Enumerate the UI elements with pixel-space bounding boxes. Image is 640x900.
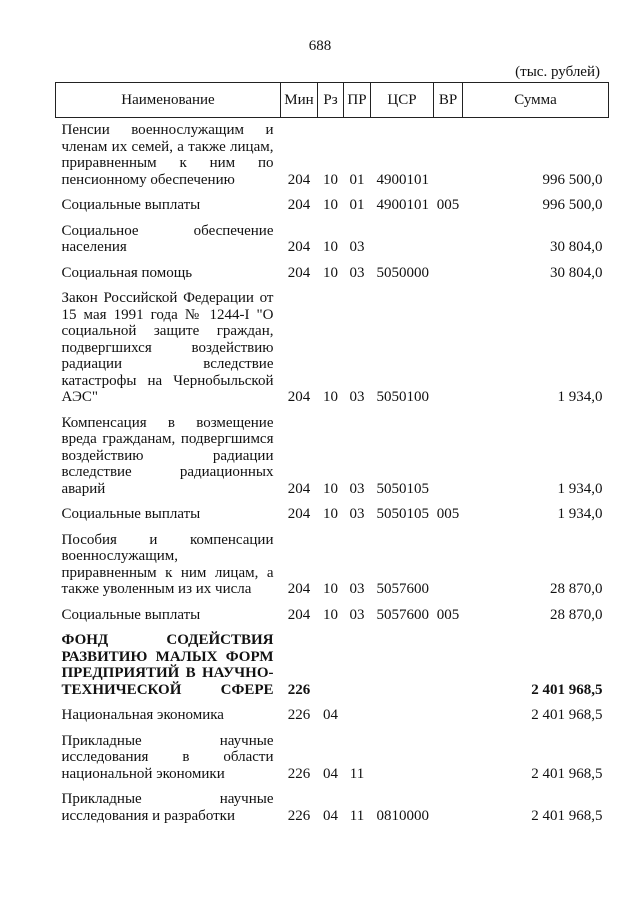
- row-pr: [344, 623, 371, 698]
- table-row-section-header: [56, 623, 609, 698]
- row-pr: 03: [349, 606, 365, 623]
- row-name: Пособия и компенсации военнослужащим, приравненным к ним лицам, а также уволенным из их числа: [61, 531, 274, 597]
- row-vr: [434, 256, 463, 282]
- row-vr: [434, 623, 463, 698]
- row-name: Социальные выплаты: [61, 606, 201, 623]
- row-sum: 2 401 968,5: [531, 765, 603, 782]
- row-min: 204: [287, 389, 311, 405]
- row-pr: 03: [349, 239, 365, 255]
- row-sum: 1 934,0: [557, 506, 603, 522]
- table-row: [56, 118, 609, 189]
- row-sum: 996 500,0: [542, 197, 603, 213]
- row-min: 226: [287, 707, 311, 723]
- row-pr: 11: [349, 807, 365, 824]
- row-sum: 996 500,0: [542, 171, 603, 188]
- row-name: ФОНД СОДЕЙСТВИЯ РАЗВИТИЮ МАЛЫХ ФОРМ ПРЕДПРИЯТИЙ В НАУЧНО-ТЕХНИЧЕСКОЙ СФЕРЕ: [61, 632, 274, 698]
- row-rz: 04: [323, 765, 338, 782]
- table-row: [56, 598, 609, 624]
- row-pr: 03: [349, 264, 365, 281]
- row-rz: 10: [323, 389, 338, 405]
- table-row: [56, 724, 609, 783]
- row-rz: 10: [323, 197, 338, 213]
- table-row: [56, 782, 609, 824]
- row-name: Закон Российской Федерации от 15 мая 1991 года № 1244-I "О социальной защите граждан, подвергшихся воздействию радиации вследствие катастрофы на Чернобыльской АЭС": [61, 290, 274, 405]
- header-csr: ЦСР: [371, 83, 434, 118]
- row-csr: 5050000: [376, 264, 429, 281]
- row-sum: 1 934,0: [557, 389, 603, 405]
- budget-table: [55, 82, 609, 824]
- row-vr: 005: [436, 506, 460, 522]
- row-pr: 11: [349, 765, 365, 782]
- page-number: 688: [308, 38, 332, 54]
- table-header-row: [56, 83, 609, 118]
- row-vr: [434, 281, 463, 406]
- table-row: [56, 523, 609, 598]
- row-rz: 04: [323, 807, 338, 824]
- row-pr: 03: [349, 506, 365, 522]
- table-row: [56, 256, 609, 282]
- row-pr: 03: [349, 581, 365, 597]
- header-vr: ВР: [434, 83, 463, 118]
- row-pr: 03: [349, 389, 365, 405]
- row-sum: 28 870,0: [550, 581, 603, 597]
- row-vr: [434, 523, 463, 598]
- row-name: Прикладные научные исследования в области национальной экономики: [61, 732, 274, 782]
- row-vr: 005: [436, 606, 460, 623]
- row-csr: 5050105: [376, 480, 429, 497]
- row-csr: 5050105: [376, 506, 429, 522]
- table-row: [56, 214, 609, 256]
- row-name: Социальное обеспечение населения: [61, 222, 274, 255]
- header-min: Мин: [281, 83, 318, 118]
- row-pr: 01: [349, 171, 365, 188]
- row-pr: 03: [349, 480, 365, 497]
- header-rz: Рз: [318, 83, 344, 118]
- row-min: 204: [287, 581, 311, 597]
- row-pr: 01: [349, 197, 365, 213]
- row-vr: [434, 782, 463, 824]
- table-row: [56, 497, 609, 523]
- row-csr: 5050100: [376, 389, 429, 405]
- row-min: 226: [287, 765, 311, 782]
- table-row: [56, 406, 609, 498]
- row-csr: [371, 214, 434, 256]
- row-csr: 5057600: [376, 581, 429, 597]
- header-sum: Сумма: [463, 83, 609, 118]
- table-row: [56, 281, 609, 406]
- row-rz: 10: [323, 581, 338, 597]
- row-csr: 4900101: [376, 171, 429, 188]
- row-rz: 10: [323, 171, 338, 188]
- row-csr: 0810000: [376, 807, 429, 824]
- row-sum: 30 804,0: [550, 264, 603, 281]
- row-rz: 10: [323, 506, 338, 522]
- row-rz: 10: [323, 239, 338, 255]
- row-min: 204: [287, 606, 311, 623]
- row-sum: 1 934,0: [557, 480, 603, 497]
- row-name: Социальная помощь: [61, 264, 193, 281]
- row-name: Социальные выплаты: [61, 197, 201, 213]
- row-sum: 28 870,0: [550, 606, 603, 623]
- row-rz: 04: [323, 707, 338, 723]
- row-rz: 10: [323, 480, 338, 497]
- row-rz: [318, 623, 344, 698]
- row-sum: 2 401 968,5: [531, 681, 603, 698]
- row-vr: 005: [436, 197, 460, 213]
- row-pr: [344, 698, 371, 724]
- row-min: 204: [287, 171, 311, 188]
- table-row: [56, 188, 609, 214]
- row-min: 204: [287, 506, 311, 522]
- row-min: 204: [287, 480, 311, 497]
- row-name: Социальные выплаты: [61, 506, 201, 522]
- table-row: [56, 698, 609, 724]
- row-vr: [434, 698, 463, 724]
- row-vr: [434, 118, 463, 189]
- row-min: 204: [287, 239, 311, 255]
- row-rz: 10: [323, 264, 338, 281]
- row-name: Прикладные научные исследования и разработки: [61, 791, 274, 824]
- row-vr: [434, 406, 463, 498]
- row-name: Национальная экономика: [61, 707, 224, 723]
- row-min: 226: [287, 807, 311, 824]
- row-sum: 2 401 968,5: [531, 807, 603, 824]
- row-csr: [371, 623, 434, 698]
- header-name: Наименование: [56, 83, 281, 118]
- row-csr: 4900101: [376, 197, 429, 213]
- row-vr: [434, 214, 463, 256]
- row-min: 204: [287, 197, 311, 213]
- row-sum: 2 401 968,5: [531, 707, 603, 723]
- row-name: Пенсии военнослужащим и членам их семей, а также лицам, приравненным к ним по пенсионному обеспечению: [61, 122, 274, 188]
- row-name: Компенсация в возмещение вреда гражданам, подвергшимся воздействию радиации вследствие радиационных аварий: [61, 414, 274, 497]
- row-csr: 5057600: [376, 606, 429, 623]
- row-vr: [434, 724, 463, 783]
- row-csr: [371, 724, 434, 783]
- row-min: 204: [287, 264, 311, 281]
- units-label: (тыс. рублей): [515, 64, 600, 80]
- row-min: 226: [287, 681, 311, 698]
- row-sum: 30 804,0: [550, 239, 603, 255]
- header-pr: ПР: [344, 83, 371, 118]
- row-rz: 10: [323, 606, 338, 623]
- row-csr: [371, 698, 434, 724]
